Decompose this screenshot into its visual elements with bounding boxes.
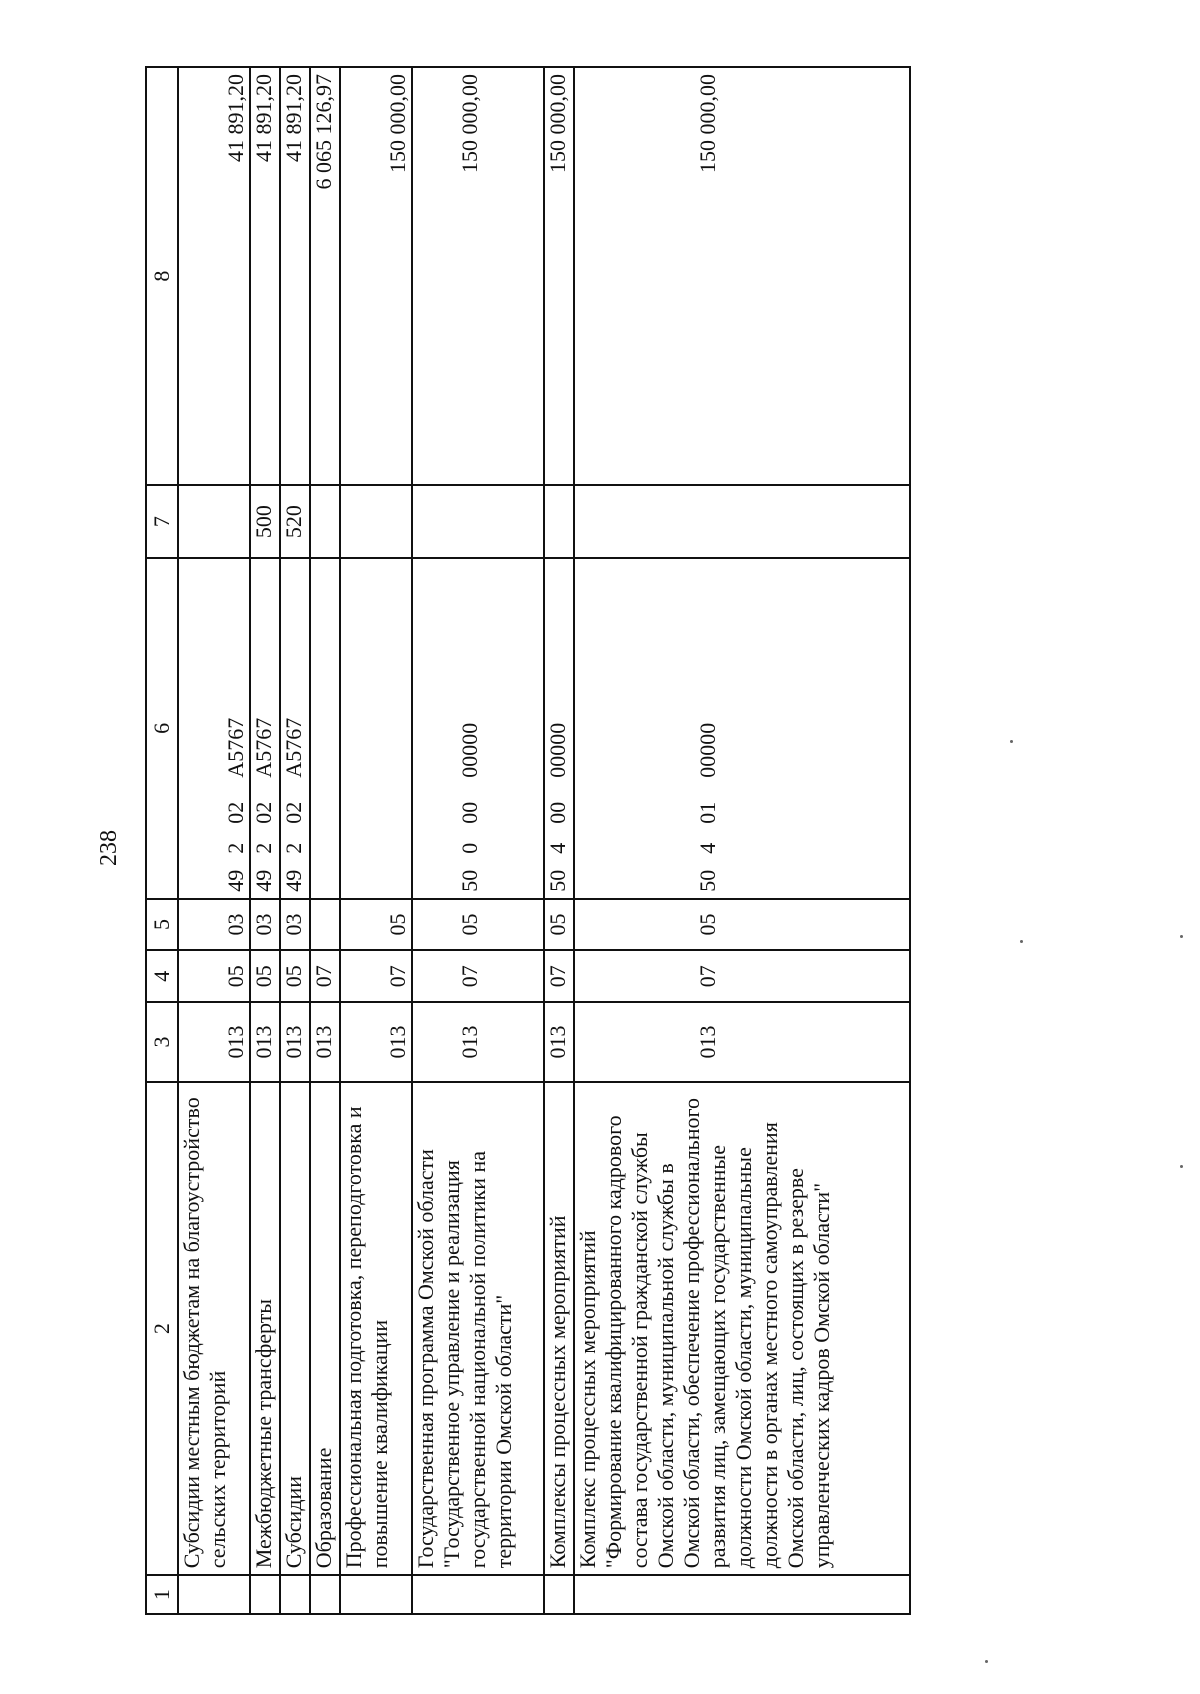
target-main-event: 02 [251, 801, 276, 824]
section-code: 07 [340, 950, 412, 1002]
admin-code: 013 [250, 1002, 280, 1082]
amount: 41 891,20 [178, 67, 250, 485]
target-article-cell [178, 558, 250, 899]
row-name: Образование [310, 1082, 340, 1575]
subsection-code: 03 [280, 899, 310, 951]
table-row [574, 67, 910, 1614]
row-index-cell [412, 1575, 544, 1614]
expense-type-code [574, 485, 910, 558]
row-name: Субсидии [280, 1082, 310, 1575]
target-main-event: 02 [223, 801, 248, 824]
target-main-event: 01 [695, 801, 720, 824]
table-row [178, 67, 250, 1614]
target-program: 50 [457, 869, 482, 892]
expense-type-code [544, 485, 574, 558]
target-direction: A5767 [223, 717, 248, 778]
header-cell-1: 1 [146, 1575, 178, 1614]
row-name: Комплексы процессных мероприятий [544, 1082, 574, 1575]
target-article-cell [340, 558, 412, 899]
subsection-code: 05 [340, 899, 412, 951]
target-main-event: 02 [281, 801, 306, 824]
section-code: 07 [412, 950, 544, 1002]
section-code: 07 [544, 950, 574, 1002]
target-article-cell [412, 558, 544, 899]
expense-type-code [310, 485, 340, 558]
admin-code: 013 [412, 1002, 544, 1082]
scan-speck [1020, 940, 1023, 943]
target-direction: A5767 [251, 717, 276, 778]
rotated-table-container [145, 66, 995, 1615]
amount: 150 000,00 [574, 67, 910, 485]
table-row [280, 67, 310, 1614]
header-cell-2: 2 [146, 1082, 178, 1575]
row-index-cell [280, 1575, 310, 1614]
target-direction: A5767 [281, 717, 306, 778]
target-subprogram: 4 [695, 842, 720, 854]
page-number: 238 [96, 830, 122, 866]
scan-speck [1180, 935, 1183, 938]
section-code: 05 [250, 950, 280, 1002]
target-program: 50 [545, 869, 570, 892]
amount: 150 000,00 [340, 67, 412, 485]
table-row [250, 67, 280, 1614]
table-row [412, 67, 544, 1614]
header-cell-5: 5 [146, 899, 178, 951]
amount: 150 000,00 [412, 67, 544, 485]
row-name: Межбюджетные трансферты [250, 1082, 280, 1575]
row-index-cell [340, 1575, 412, 1614]
header-cell-8: 8 [146, 67, 178, 485]
amount: 41 891,20 [280, 67, 310, 485]
target-article-cell [574, 558, 910, 899]
subsection-code: 05 [574, 899, 910, 951]
target-subprogram: 2 [223, 842, 248, 854]
row-index-cell [574, 1575, 910, 1614]
target-main-event: 00 [457, 801, 482, 824]
expense-type-code [178, 485, 250, 558]
expense-type-code [412, 485, 544, 558]
row-name: Профессиональная подготовка, переподготовка и повышение квалификации [340, 1082, 412, 1575]
admin-code: 013 [544, 1002, 574, 1082]
row-name: Государственная программа Омской области "Государственное управление и реализация государственной национальной политики на территории Омской области" [412, 1082, 544, 1575]
expense-type-code: 500 [250, 485, 280, 558]
row-name: Субсидии местным бюджетам на благоустройство сельских территорий [178, 1082, 250, 1575]
header-cell-3: 3 [146, 1002, 178, 1082]
target-subprogram: 4 [545, 842, 570, 854]
target-program: 49 [223, 869, 248, 892]
header-cell-7: 7 [146, 485, 178, 558]
admin-code: 013 [574, 1002, 910, 1082]
admin-code: 013 [340, 1002, 412, 1082]
section-code: 07 [310, 950, 340, 1002]
admin-code: 013 [280, 1002, 310, 1082]
target-article-cell [280, 558, 310, 899]
subsection-code: 03 [250, 899, 280, 951]
expense-type-code [340, 485, 412, 558]
subsection-code: 03 [178, 899, 250, 951]
section-code: 07 [574, 950, 910, 1002]
row-index-cell [250, 1575, 280, 1614]
header-cell-4: 4 [146, 950, 178, 1002]
table-row [340, 67, 412, 1614]
target-subprogram: 2 [251, 842, 276, 854]
table-row [544, 67, 574, 1614]
target-direction: 00000 [695, 722, 720, 778]
target-main-event: 00 [545, 801, 570, 824]
target-program: 50 [695, 869, 720, 892]
scan-speck [985, 1660, 988, 1663]
section-code: 05 [280, 950, 310, 1002]
row-index-cell [178, 1575, 250, 1614]
section-code: 05 [178, 950, 250, 1002]
target-article-cell [250, 558, 280, 899]
target-subprogram: 0 [457, 842, 482, 854]
expense-type-code: 520 [280, 485, 310, 558]
header-row [146, 67, 178, 1614]
amount: 6 065 126,97 [310, 67, 340, 485]
scan-speck [1180, 1165, 1183, 1168]
target-direction: 00000 [457, 722, 482, 778]
subsection-code: 05 [544, 899, 574, 951]
target-article-cell [544, 558, 574, 899]
row-name: Комплекс процессных мероприятий "Формирование квалифицированного кадрового состава государственной гражданской службы Омской области, муниципальной службы в Омской области, обеспечение профессионального развития лиц, замещающих государственные должности Омской области, муниципальные должности в органах местного самоуправления Омской области, лиц, состоящих в резерве управленческих кадров Омской области" [574, 1082, 910, 1575]
budget-table [145, 66, 911, 1615]
admin-code: 013 [310, 1002, 340, 1082]
amount: 150 000,00 [544, 67, 574, 485]
target-direction: 00000 [545, 722, 570, 778]
scan-speck [1010, 740, 1013, 743]
target-program: 49 [281, 869, 306, 892]
admin-code: 013 [178, 1002, 250, 1082]
target-subprogram: 2 [281, 842, 306, 854]
target-article-cell [310, 558, 340, 899]
target-program: 49 [251, 869, 276, 892]
row-index-cell [310, 1575, 340, 1614]
table-row [310, 67, 340, 1614]
row-index-cell [544, 1575, 574, 1614]
subsection-code [310, 899, 340, 951]
subsection-code: 05 [412, 899, 544, 951]
amount: 41 891,20 [250, 67, 280, 485]
header-cell-6: 6 [146, 558, 178, 899]
